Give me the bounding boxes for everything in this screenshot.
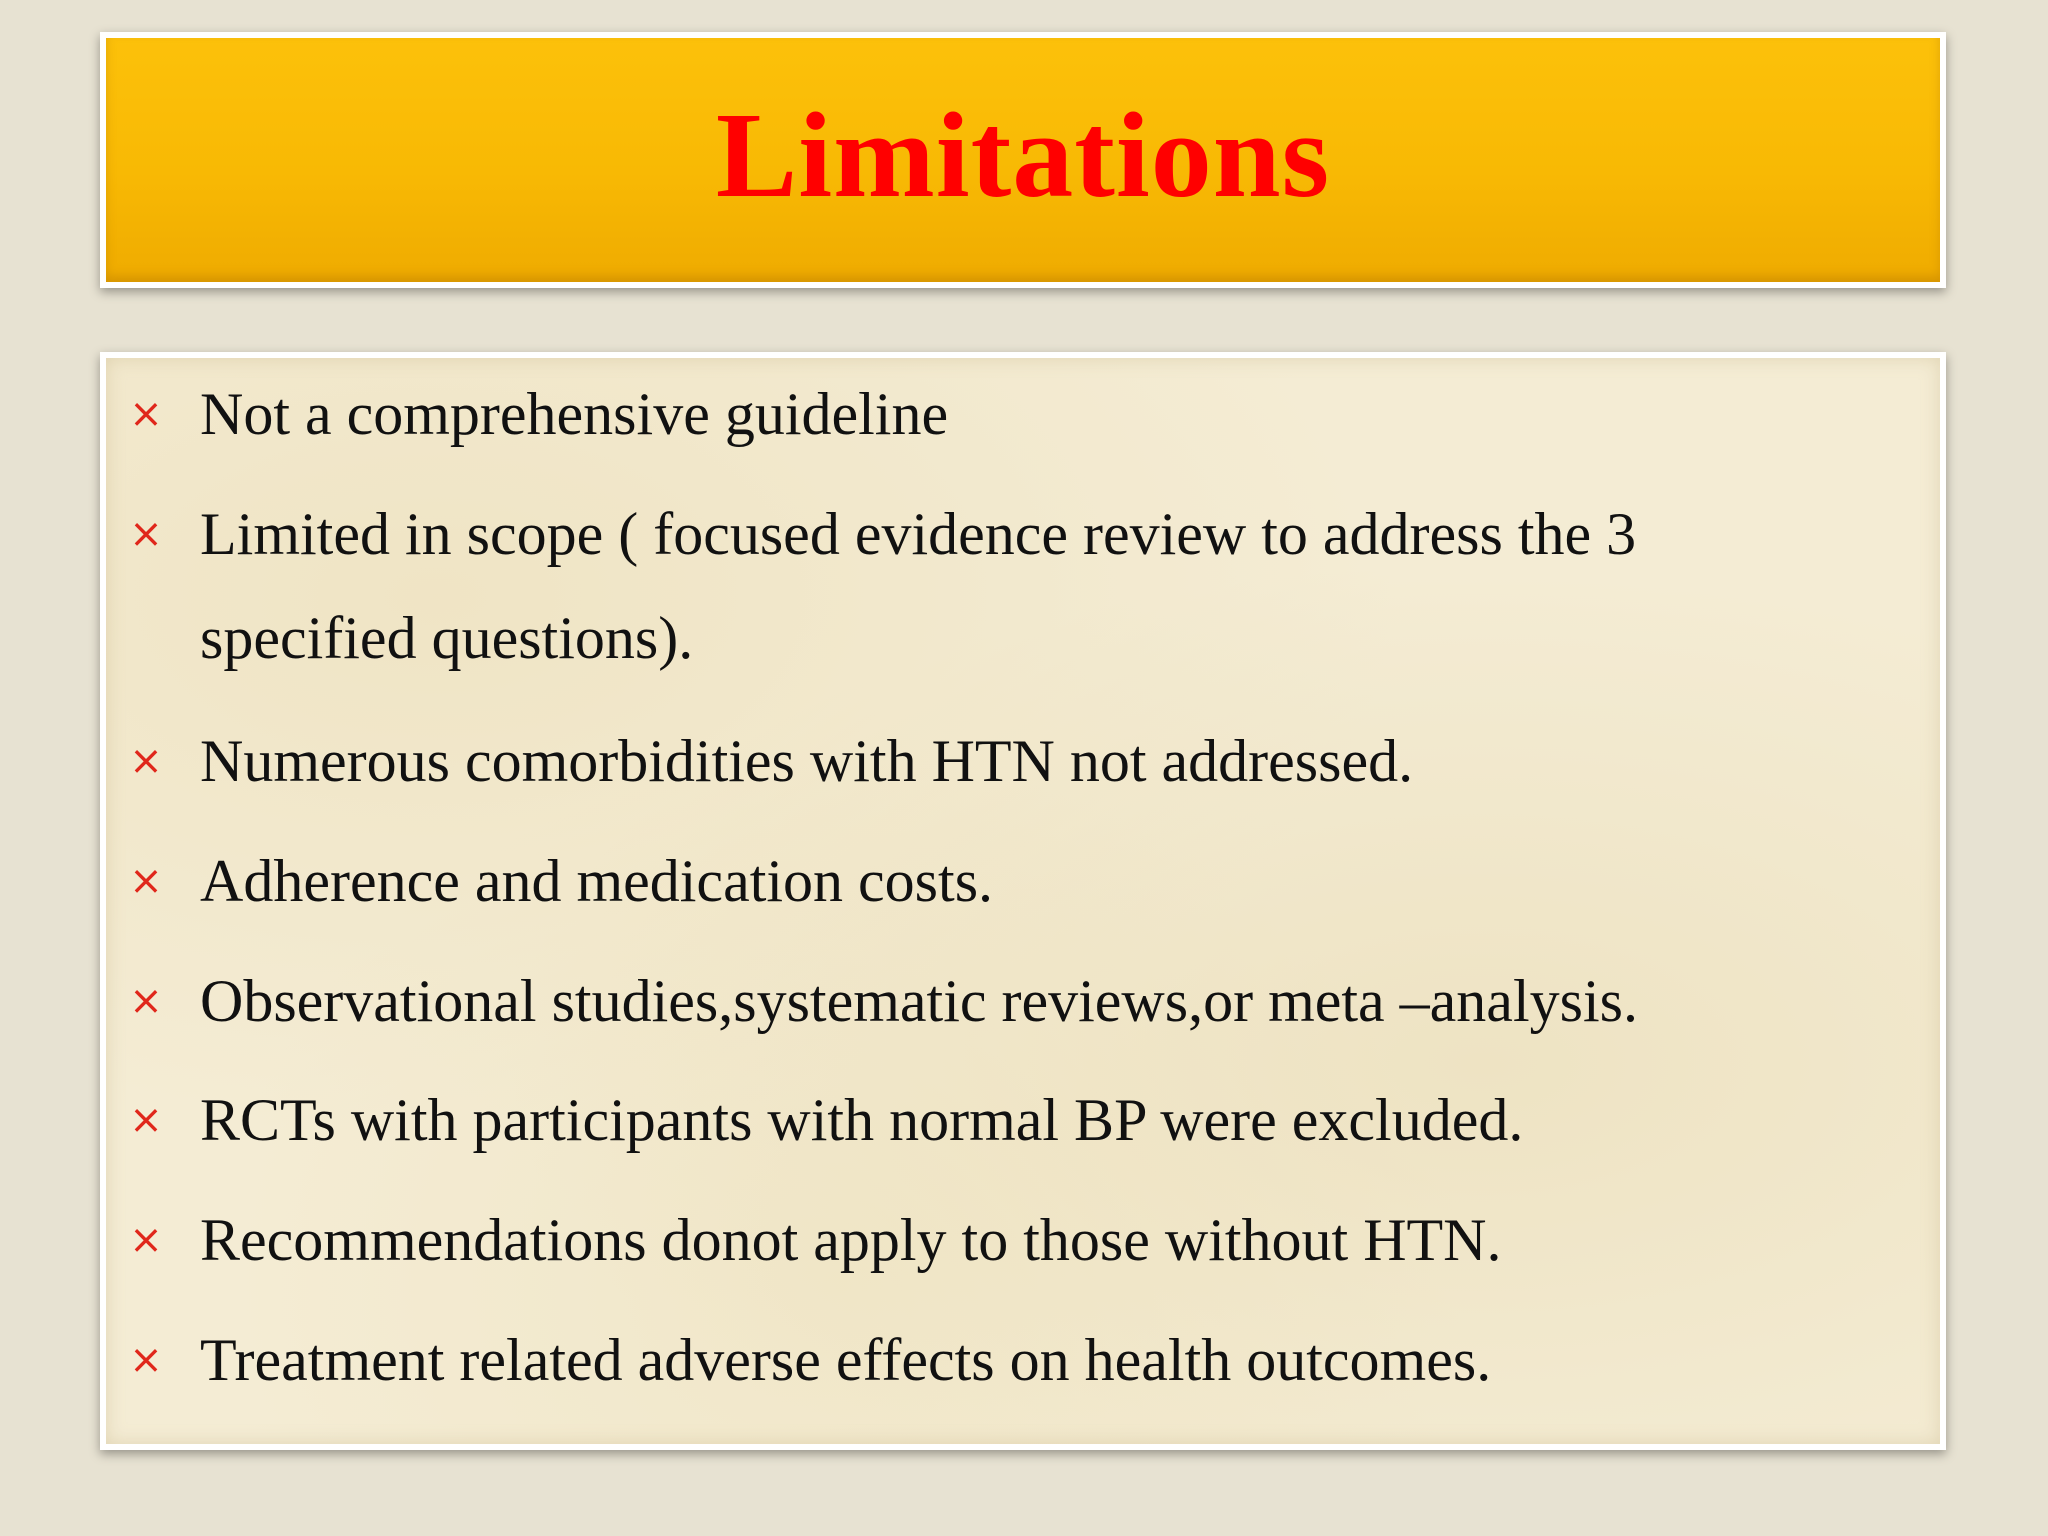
bullet-text: Treatment related adverse effects on health outcomes. (200, 1327, 1492, 1393)
cross-bullet-icon: × (129, 1217, 163, 1263)
bullet-text: Adherence and medication costs. (200, 848, 994, 914)
bullet-text: Observational studies,systematic reviews,or meta –analysis. (200, 968, 1638, 1034)
cross-bullet-icon: × (129, 391, 163, 437)
bullet-text: Limited in scope ( focused evidence review to address the 3 specified questions). (200, 501, 1637, 671)
cross-bullet-icon: × (129, 1337, 163, 1383)
title-banner (100, 32, 1946, 288)
cross-bullet-icon: × (129, 738, 163, 784)
cross-bullet-icon: × (129, 858, 163, 904)
cross-bullet-icon: × (129, 978, 163, 1024)
cross-bullet-icon: × (129, 511, 163, 557)
bullet-text: Numerous comorbidities with HTN not addressed. (200, 728, 1414, 794)
slide-title: Limitations (715, 88, 1331, 223)
cross-bullet-icon: × (129, 1097, 163, 1143)
content-panel (100, 352, 1946, 1450)
bullet-text: RCTs with participants with normal BP were excluded. (200, 1087, 1524, 1153)
bullet-text: Not a comprehensive guideline (200, 381, 949, 447)
bullet-text: Recommendations donot apply to those without HTN. (200, 1207, 1502, 1273)
